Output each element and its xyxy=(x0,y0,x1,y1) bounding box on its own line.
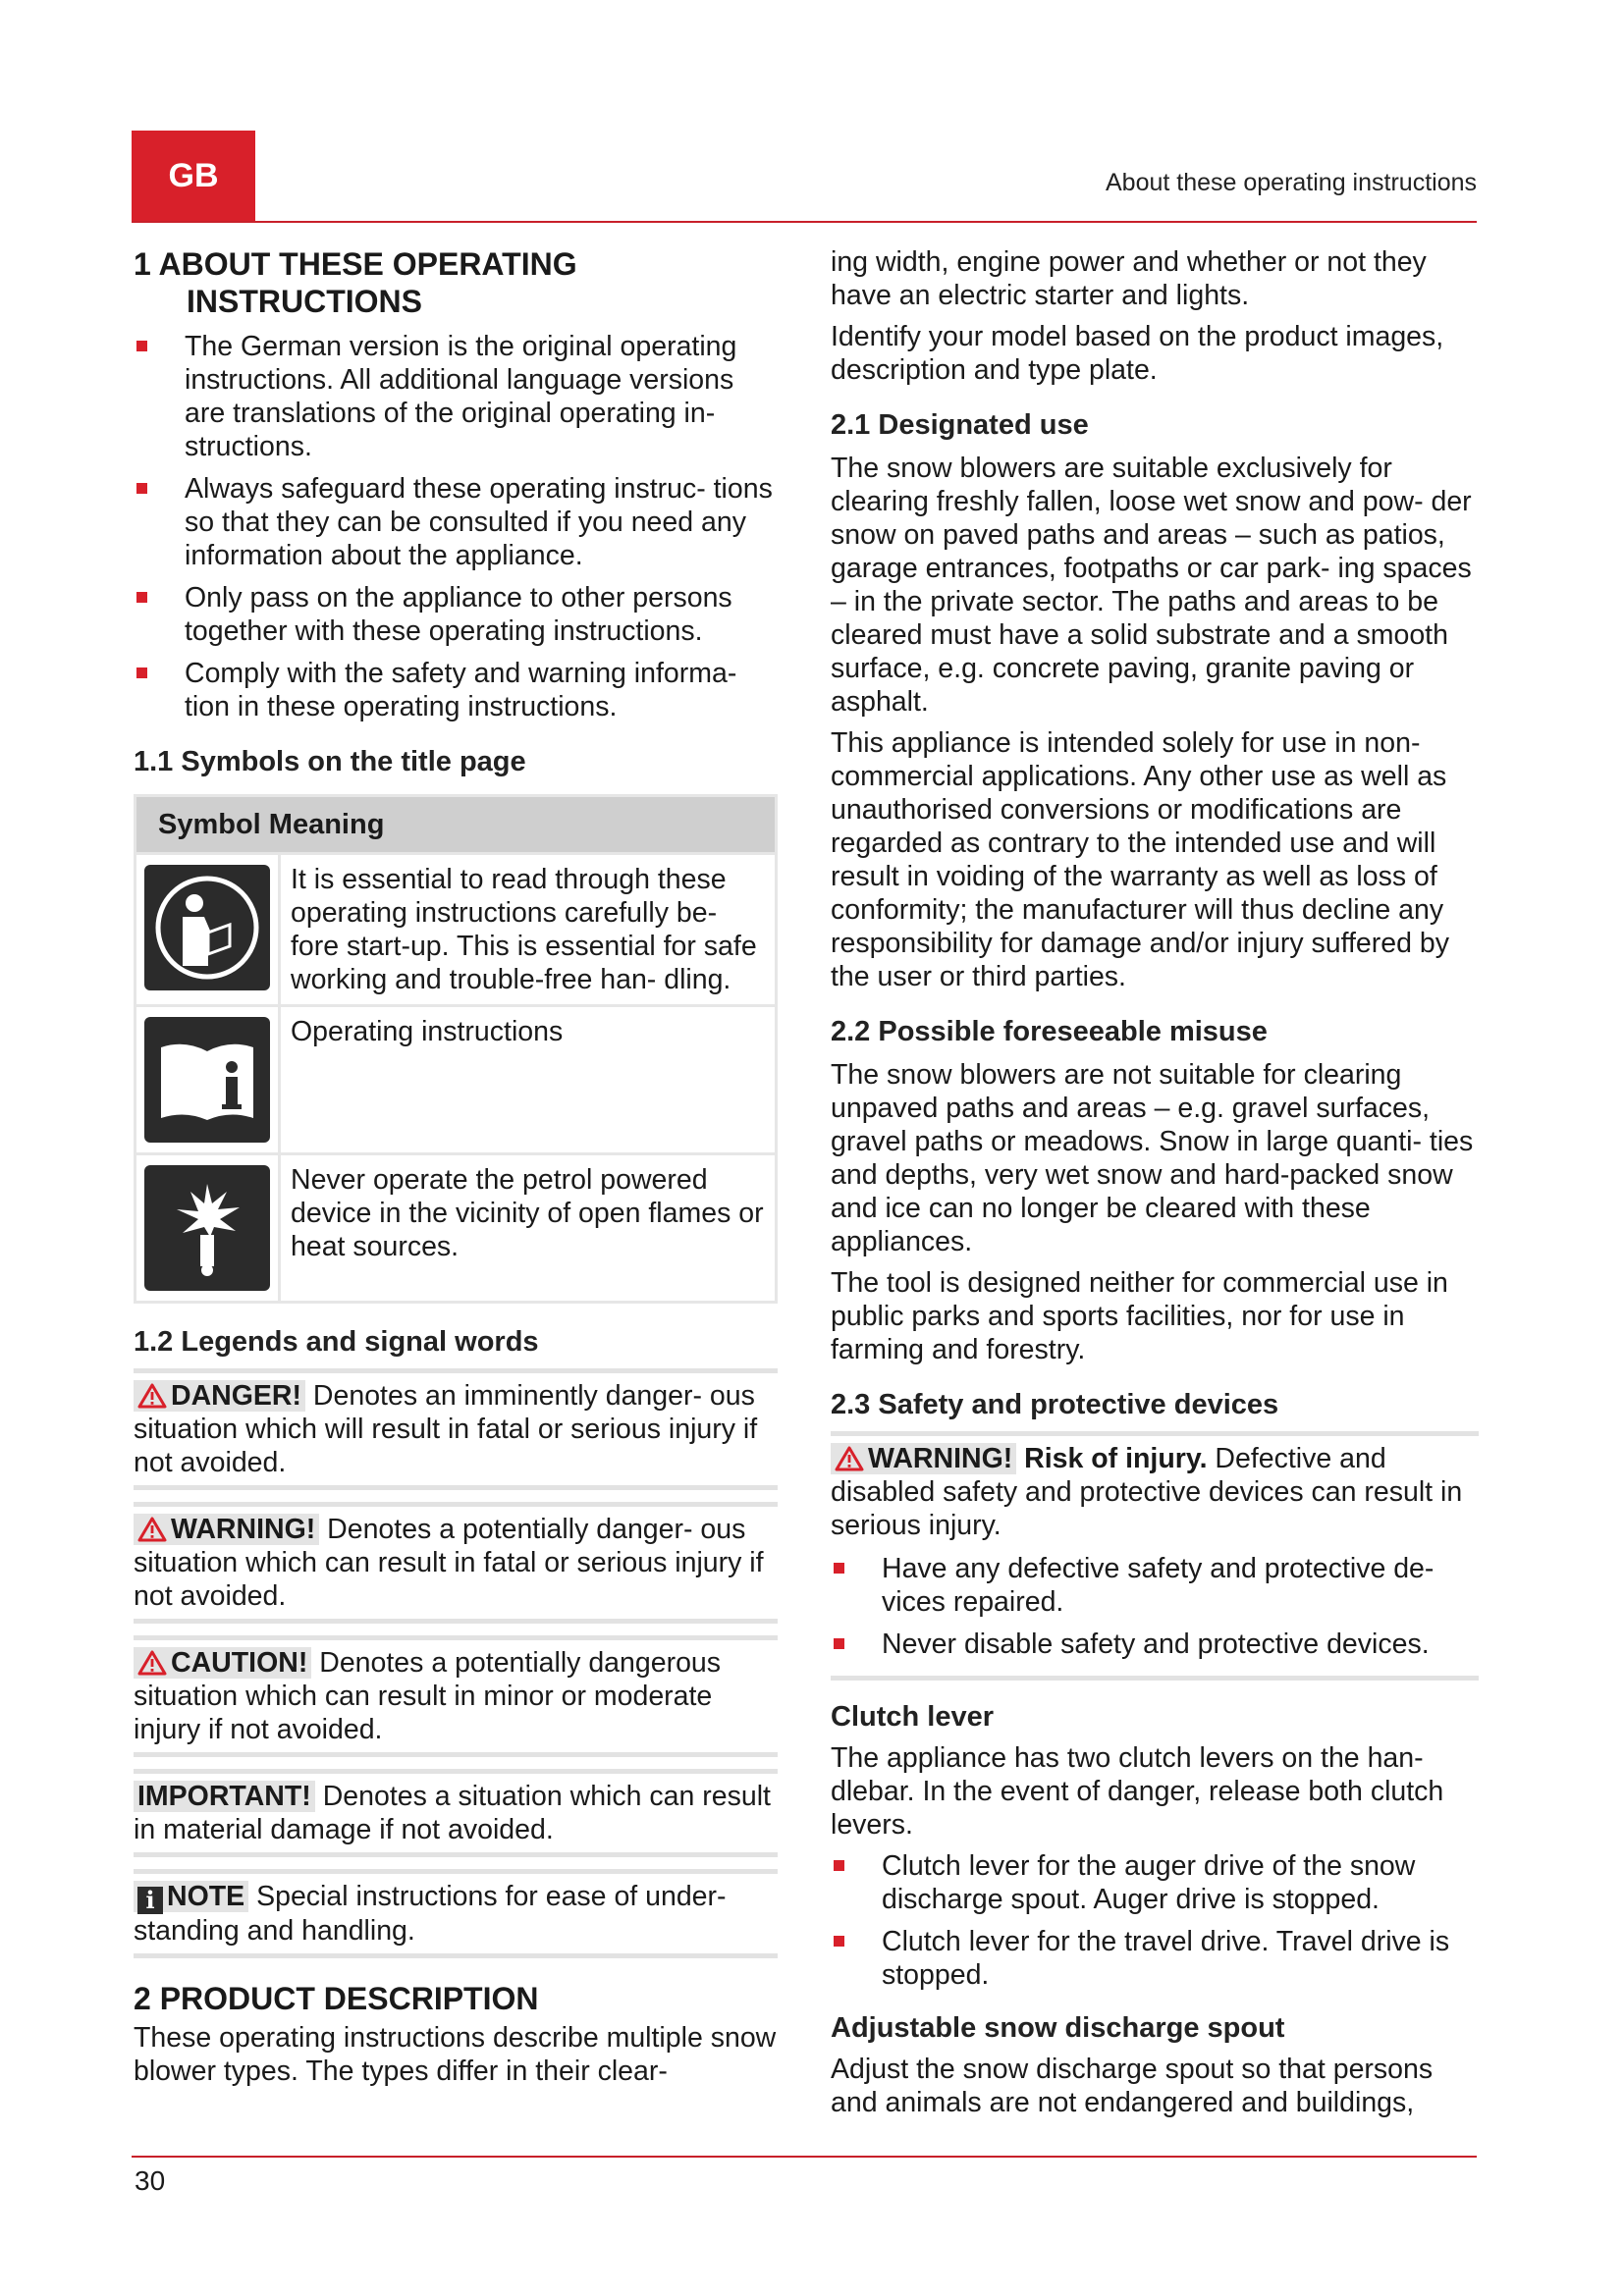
page-number: 30 xyxy=(135,2165,166,2196)
warning-triangle-icon xyxy=(137,1383,167,1409)
list-item: Have any defective safety and protective de- vices repaired. xyxy=(831,1552,1479,1619)
info-book-icon xyxy=(144,1017,270,1143)
section-2-heading: 2 PRODUCT DESCRIPTION xyxy=(134,1981,539,2016)
paragraph: Adjust the snow discharge spout so that persons and animals are not endangered and buildings, xyxy=(831,2054,1434,2118)
section-1-heading: 1 ABOUT THESE OPERATING INSTRUCTIONS xyxy=(134,246,577,319)
info-icon: i xyxy=(137,1887,163,1914)
clutch-bullets xyxy=(831,1849,1479,1992)
warning-notice xyxy=(134,1502,778,1624)
warning-triangle-icon xyxy=(137,1650,167,1676)
symbols-table xyxy=(134,794,778,1304)
header-rule xyxy=(132,221,1477,223)
section-2-1-heading: 2.1 Designated use xyxy=(831,409,1089,441)
footer-rule xyxy=(132,2156,1477,2158)
table-row xyxy=(135,1006,777,1154)
symbol-meaning: Operating instructions xyxy=(280,1006,777,1154)
right-column xyxy=(831,245,1479,2127)
section-1-2-heading: 1.2 Legends and signal words xyxy=(134,1326,539,1358)
notice-text: Defective and disabled safety and protective devices can result in serious injury. xyxy=(831,1443,1463,1541)
paragraph: The snow blowers are suitable exclusively for clearing freshly fallen, loose wet snow and pow- der snow on paved paths and areas – such as patios, garage entrances, footpaths or car park- ing spaces – in the private sector. The paths and areas to be cleared must have a solid substrate and a smooth surface, e.g. concrete paving, granite paving or asphalt. xyxy=(831,453,1472,718)
warning-triangle-icon xyxy=(835,1446,864,1471)
section-1-1-heading: 1.1 Symbols on the title page xyxy=(134,746,526,777)
notice-text: Denotes a potentially danger- ous situation which can result in fatal or serious injury if not avoided. xyxy=(134,1514,764,1612)
note-tag: i NOTE xyxy=(134,1881,248,1912)
notice-text: Denotes a potentially dangerous situation which can result in minor or moderate injury if not avoided. xyxy=(134,1647,722,1745)
section-2-paragraph-continued: ing width, engine power and whether or not they have an electric starter and lights. xyxy=(831,246,1427,311)
table-row xyxy=(135,1154,777,1303)
section-2-paragraph: These operating instructions describe multiple snow blower types. The types differ in their clear- xyxy=(134,2022,777,2087)
section-2-3-bullets xyxy=(831,1552,1479,1681)
symbol-meaning: Never operate the petrol powered device in the vicinity of open flames or heat sources. xyxy=(280,1154,777,1303)
important-tag: IMPORTANT! xyxy=(134,1781,315,1812)
paragraph: The tool is designed neither for commercial use in public parks and sports facilities, nor for use in farming and forestry. xyxy=(831,1267,1448,1365)
list-item: Only pass on the appliance to other persons together with these operating instructions. xyxy=(134,581,778,648)
no-open-flame-icon xyxy=(144,1165,270,1291)
symbols-table-header: Symbol Meaning xyxy=(135,796,777,854)
section-2-paragraph: Identify your model based on the product images, description and type plate. xyxy=(831,321,1444,386)
list-item: Never disable safety and protective devices. xyxy=(831,1628,1479,1661)
warning-tag: WARNING! xyxy=(134,1514,319,1545)
list-item: Comply with the safety and warning informa- tion in these operating instructions. xyxy=(134,657,778,723)
table-row xyxy=(135,854,777,1006)
section-1-bullets xyxy=(134,330,778,723)
section-2-3-heading: 2.3 Safety and protective devices xyxy=(831,1389,1279,1420)
notice-text: Denotes an imminently danger- ous situation which will result in fatal or serious injury if not avoided. xyxy=(134,1380,758,1478)
running-head: About these operating instructions xyxy=(1105,169,1477,196)
symbol-meaning: It is essential to read through these operating instructions carefully be- fore start-up. This is essential for safe working and trouble-free han- dling. xyxy=(280,854,777,1006)
danger-notice xyxy=(134,1368,778,1490)
warning-bold-text: Risk of injury. xyxy=(1016,1443,1208,1474)
discharge-spout-heading: Adjustable snow discharge spout xyxy=(831,2012,1285,2044)
list-item: The German version is the original operating instructions. All additional language versions are translations of the original operating in- structions. xyxy=(134,330,778,463)
paragraph: This appliance is intended solely for use in non- commercial applications. Any other use as well as unauthorised conversions or modifications are regarded as contrary to the intended use and will result in voiding of the warranty as well as loss of conformity; the manufacturer will thus decline any responsibility for damage and/or injury suffered by the user or third parties. xyxy=(831,727,1449,992)
warning-tag: WARNING! xyxy=(831,1443,1016,1474)
danger-tag: DANGER! xyxy=(134,1380,305,1412)
important-notice xyxy=(134,1769,778,1857)
read-manual-icon xyxy=(144,865,270,990)
paragraph: The snow blowers are not suitable for clearing unpaved paths and areas – e.g. gravel surfaces, gravel paths or meadows. Snow in large quanti- ties and depths, very wet snow and hard-packed snow and ice can no longer be cleared with these appliances. xyxy=(831,1059,1474,1257)
section-2-2-heading: 2.2 Possible foreseeable misuse xyxy=(831,1016,1268,1047)
list-item: Clutch lever for the travel drive. Travel drive is stopped. xyxy=(831,1925,1479,1992)
warning-notice xyxy=(831,1431,1479,1548)
notice-text: Special instructions for ease of under- standing and handling. xyxy=(134,1881,727,1947)
left-column xyxy=(134,245,778,2096)
caution-notice xyxy=(134,1635,778,1757)
paragraph: The appliance has two clutch levers on the han- dlebar. In the event of danger, release both clutch levers. xyxy=(831,1742,1444,1841)
note-notice xyxy=(134,1869,778,1958)
notice-text: Denotes a situation which can result in material damage if not avoided. xyxy=(134,1781,771,1845)
caution-tag: CAUTION! xyxy=(134,1647,311,1679)
warning-triangle-icon xyxy=(137,1517,167,1542)
clutch-lever-heading: Clutch lever xyxy=(831,1701,994,1733)
list-item: Clutch lever for the auger drive of the snow discharge spout. Auger drive is stopped. xyxy=(831,1849,1479,1916)
list-item: Always safeguard these operating instruc- tions so that they can be consulted if you need any information about the appliance. xyxy=(134,472,778,572)
language-tab: GB xyxy=(132,131,255,222)
